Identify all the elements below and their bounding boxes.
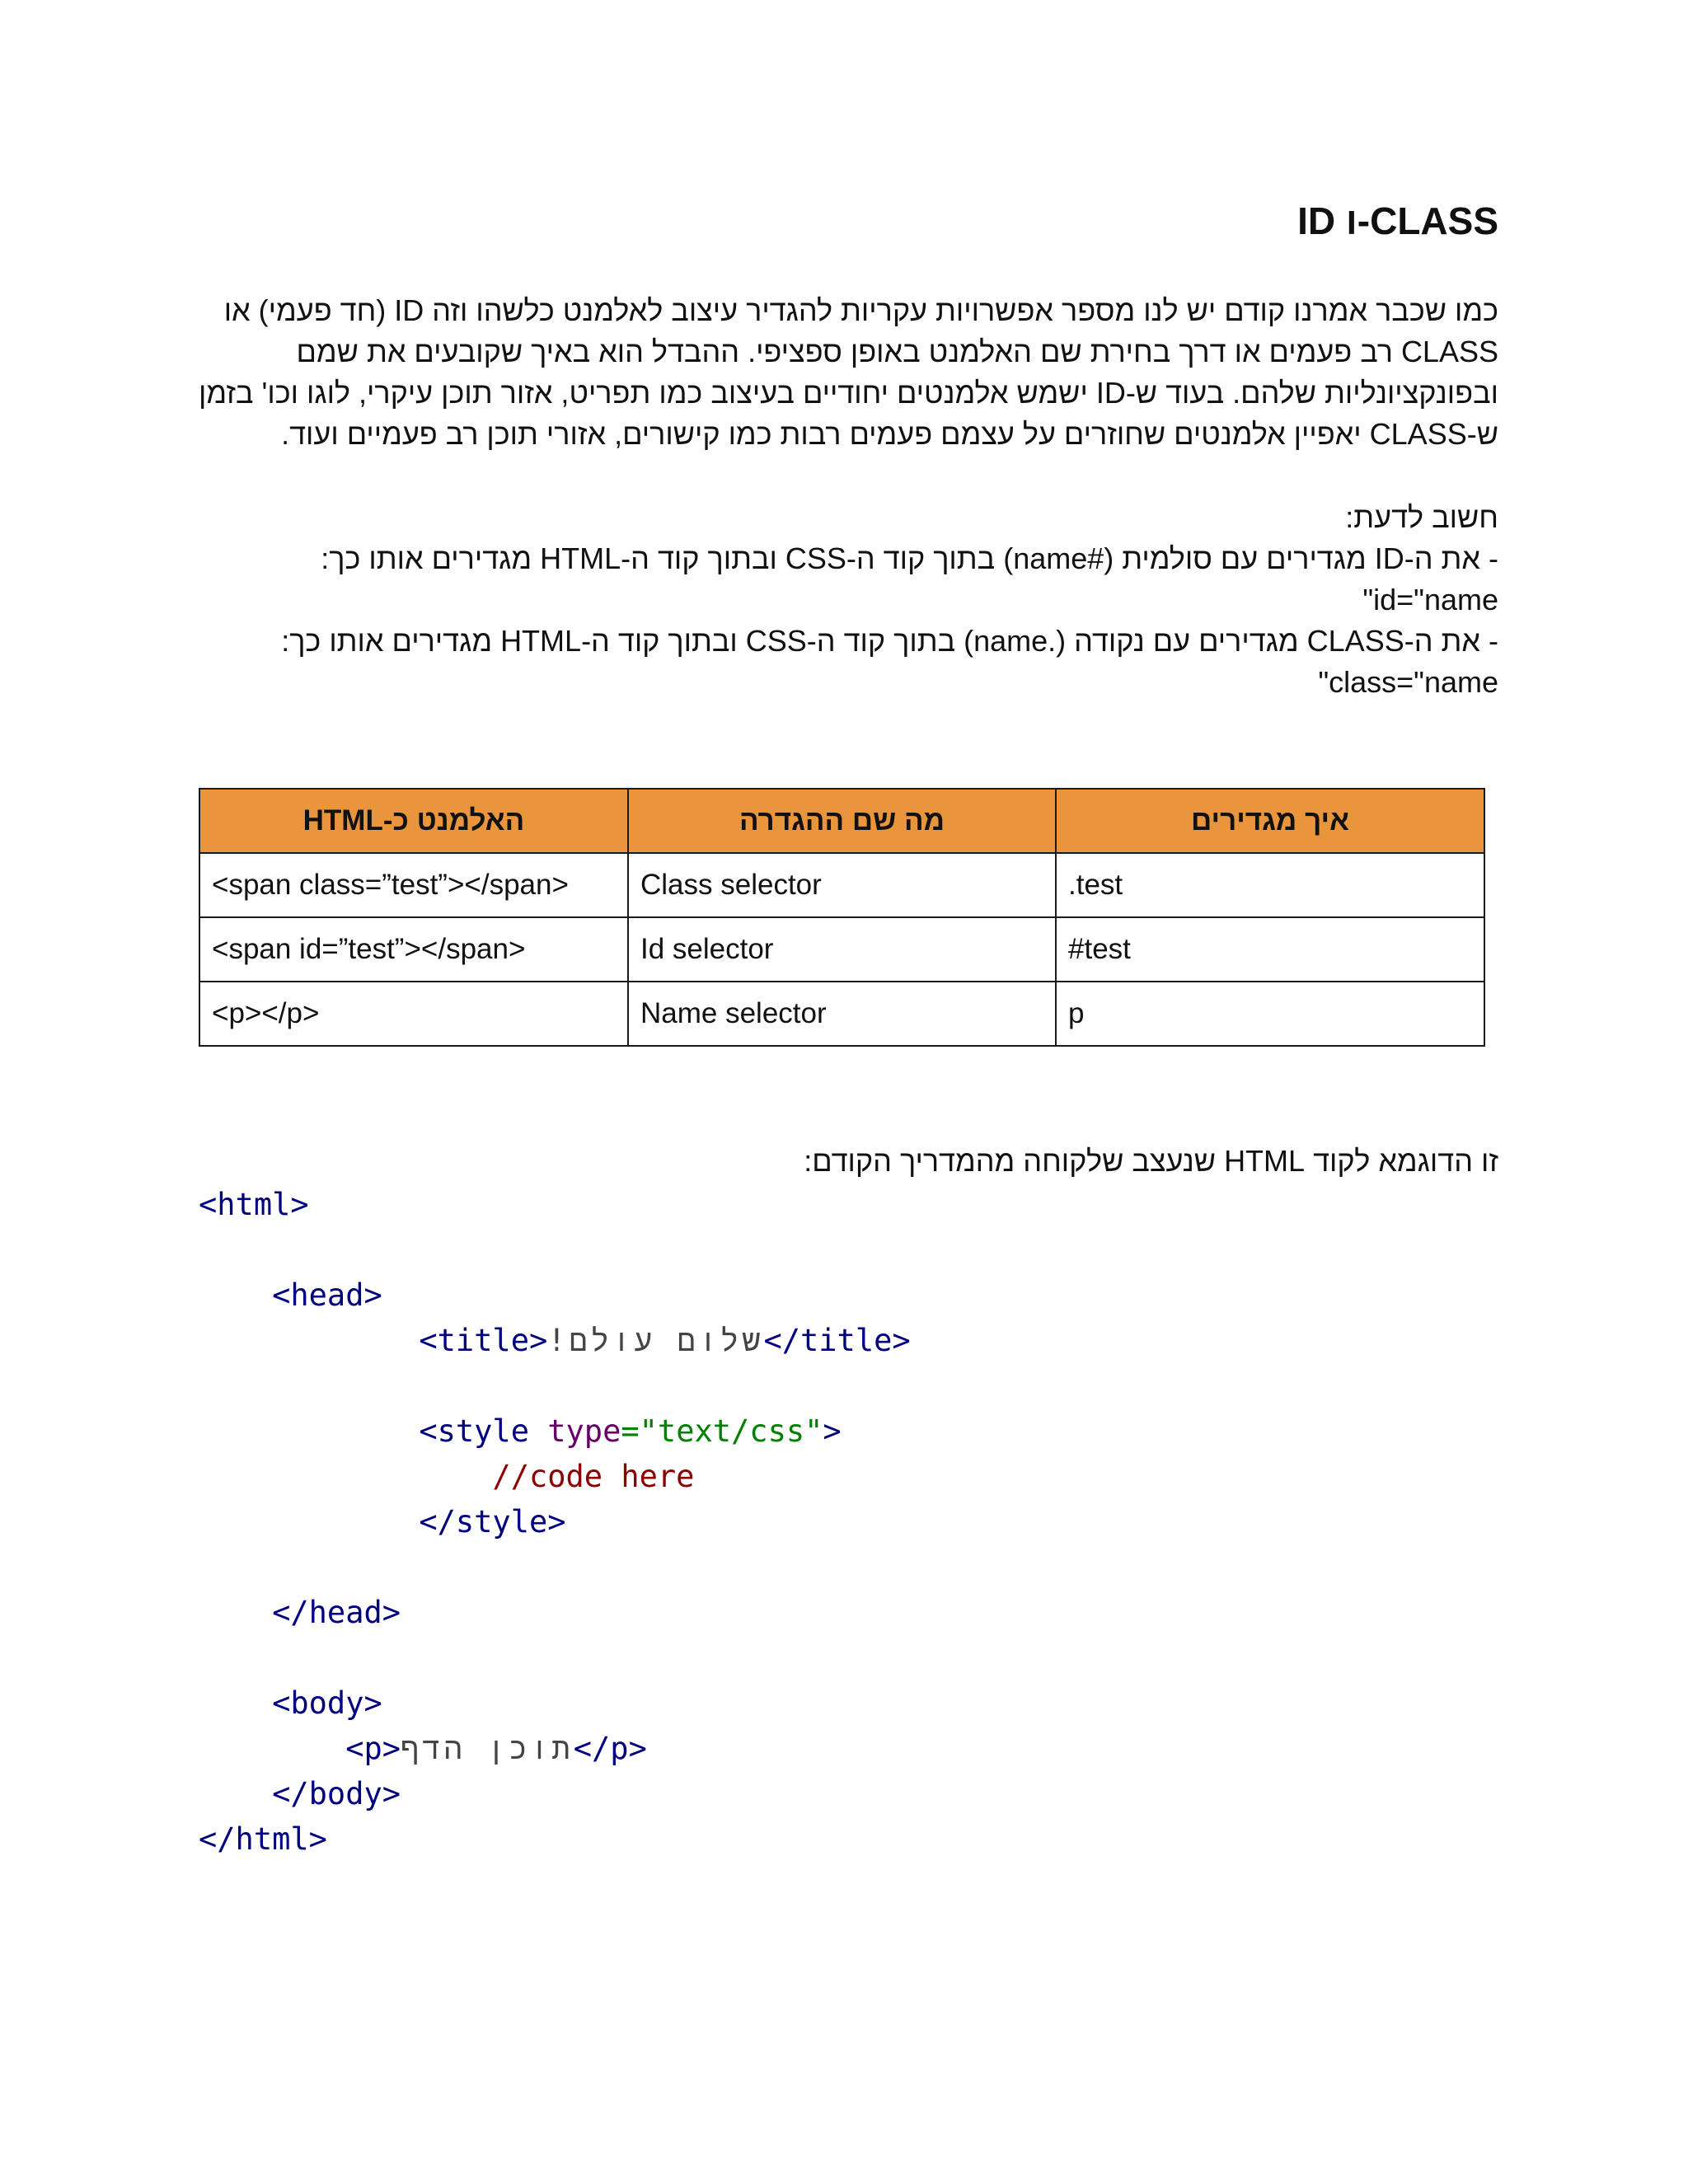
table-cell: <span class=”test”></span> <box>199 853 628 917</box>
table-cell: Class selector <box>628 853 1056 917</box>
code-line <box>199 1318 911 1363</box>
intro-line: CLASS רב פעמים או דרך בחירת שם האלמנט באופן ספציפי. ההבדל הוא באיך שקובעים את שמם <box>296 335 1498 368</box>
page-title: CLASS-ו ID <box>1297 199 1498 242</box>
intro-line: ובפונקציונליות שלהם. בעוד ש-ID ישמש אלמנטים יחודיים בעיצוב כמו תפריט, אזור תוכן עיקרי, לוגו וכו' בזמן <box>199 376 1498 410</box>
table-cell: #test <box>1056 917 1484 982</box>
code-tag: <title> <box>419 1323 548 1358</box>
table-cell: p <box>1056 982 1484 1046</box>
code-tag: > <box>823 1413 842 1449</box>
code-line <box>199 1590 911 1635</box>
table-cell: <span id=”test”></span> <box>199 917 628 982</box>
code-line-empty <box>199 1635 911 1680</box>
code-line-empty <box>199 1363 911 1408</box>
code-text: תוכן הדף <box>401 1731 574 1766</box>
id-note: - את ה-ID מגדירים עם סולמית (#name) בתוך קוד ה-CSS ובתוך קוד ה-HTML מגדירים אותו כך: <box>321 541 1498 575</box>
code-line <box>199 1816 911 1862</box>
code-line <box>199 1272 911 1318</box>
column-header: מה שם ההגדרה <box>628 789 1056 853</box>
intro-line: ש-CLASS יאפיין אלמנטים שחוזרים על עצמם פעמים רבות כמו קישורים, אזורי תוכן רב פעמיים ועוד. <box>281 417 1498 451</box>
code-tag: <body> <box>272 1685 382 1721</box>
code-line-empty <box>199 1544 911 1590</box>
notes-heading: חשוב לדעת: <box>1345 500 1498 534</box>
code-line <box>199 1680 911 1726</box>
code-attribute: type <box>547 1413 621 1449</box>
selector-table <box>199 788 1485 1047</box>
code-line <box>199 1182 911 1227</box>
code-line <box>199 1499 911 1544</box>
class-example: class="name" <box>1318 665 1498 699</box>
table-header-row <box>199 789 1484 853</box>
code-text: שלום עולם! <box>547 1323 764 1358</box>
code-line <box>199 1454 911 1499</box>
code-line <box>199 1771 911 1816</box>
table-row <box>199 853 1484 917</box>
notes-section <box>180 497 1498 703</box>
table-row <box>199 982 1484 1046</box>
code-equals: = <box>621 1413 640 1449</box>
code-tag: <html> <box>199 1187 309 1222</box>
class-note: - את ה-CLASS מגדירים עם נקודה (.name) בתוך קוד ה-CSS ובתוך קוד ה-HTML מגדירים אותו כך: <box>281 624 1498 658</box>
code-tag: </style> <box>419 1504 566 1540</box>
table-cell: .test <box>1056 853 1484 917</box>
code-tag: <head> <box>272 1277 382 1313</box>
column-header: איך מגדירים <box>1056 789 1484 853</box>
code-line-empty <box>199 1227 911 1272</box>
column-header: האלמנט כ-HTML <box>199 789 628 853</box>
table-cell: Id selector <box>628 917 1056 982</box>
code-block <box>199 1182 911 1862</box>
code-string: "text/css" <box>639 1413 823 1449</box>
table-row <box>199 917 1484 982</box>
table-cell: <p></p> <box>199 982 628 1046</box>
intro-paragraph <box>199 290 1498 455</box>
code-tag: </html> <box>199 1821 327 1857</box>
code-line <box>199 1726 911 1771</box>
code-comment: //code here <box>492 1459 695 1494</box>
table-cell: Name selector <box>628 982 1056 1046</box>
code-tag: </title> <box>763 1323 911 1358</box>
code-tag: </head> <box>272 1595 401 1630</box>
code-line <box>199 1408 911 1454</box>
id-example: id="name" <box>1362 583 1498 616</box>
code-tag: </p> <box>573 1731 647 1766</box>
code-tag: <style <box>419 1413 548 1449</box>
code-tag: <p> <box>345 1731 401 1766</box>
example-caption: זו הדוגמא לקוד HTML שנעצב שלקוחה מהמדריך הקודם: <box>804 1144 1498 1178</box>
intro-line: כמו שכבר אמרנו קודם יש לנו מספר אפשרויות עקריות להגדיר עיצוב לאלמנט כלשהו וזה ID (חד פעמי) או <box>223 293 1498 327</box>
code-tag: </body> <box>272 1776 401 1811</box>
